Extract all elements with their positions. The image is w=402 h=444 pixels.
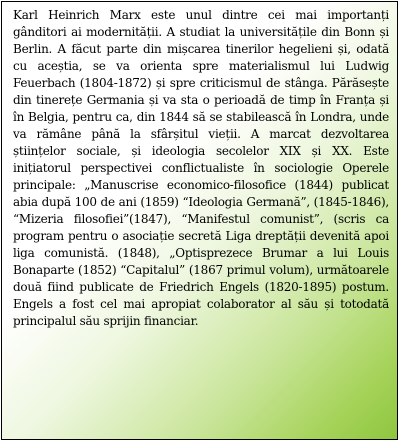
text-box	[1, 1, 398, 440]
biography-paragraph: Karl Heinrich Marx este unul dintre cei mai importanți gânditori ai modernității. A studiat la universitățile din Bonn și Berlin. A făcut parte din mișcarea tinerilor hegelieni și, odată cu aceștia, se va orienta spre materialismul lui Ludwig Feuerbach (1804-1872) și spre criticismul de stânga. Părăsește din tinerețe Germania și va sta o perioadă de timp în Franța și în Belgia, pentru ca, din 1844 să se stabilească în Londra, unde va rămâne până la sfârșitul vieții. A marcat dezvoltarea științelor sociale, și ideologia secolelor XIX și XX. Este inițiatorul perspectivei conflictualiste în sociologie Operele principale: „Manuscrise economico-filosofice (1844) publicat abia după 100 de ani (1859) “Ideologia Germană”, (1845-1846), “Mizeria filosofiei”(1847), “Manifestul comunist”, (scris ca program pentru o asociație secretă Liga dreptății devenită apoi liga comunistă. (1848), „Optisprezece Brumar a lui Louis Bonaparte (1852) “Capitalul” (1867 primul volum), următoarele două fiind publicate de Friedrich Engels (1820-1895) postum. Engels a fost cel mai apropiat colaborator al său și totodată principalul său sprijin financiar.	[13, 8, 389, 328]
